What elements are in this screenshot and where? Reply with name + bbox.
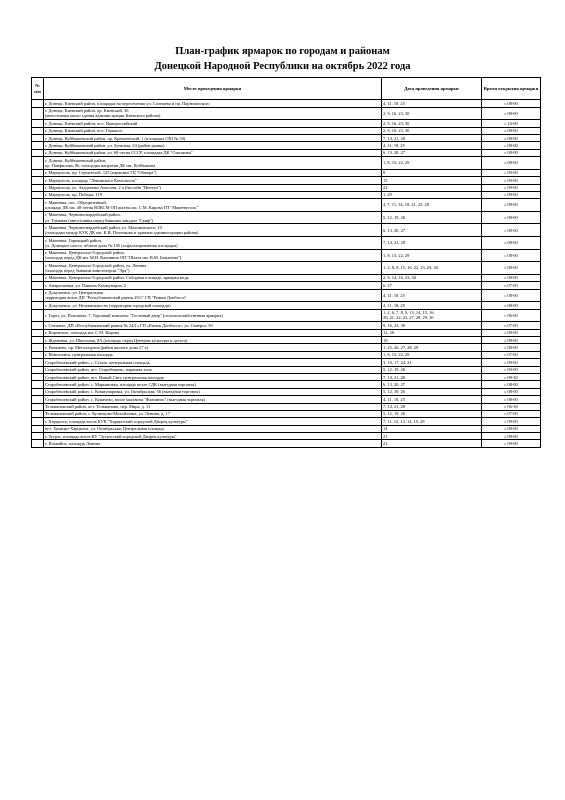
row-number xyxy=(32,274,44,281)
table-row xyxy=(32,433,541,440)
table-row xyxy=(32,388,541,395)
row-dates: 21 xyxy=(382,440,482,447)
row-dates: 4, 11, 18, 25 xyxy=(382,289,482,302)
row-time: с 08-00 xyxy=(482,224,541,237)
row-number xyxy=(32,134,44,141)
row-number xyxy=(32,120,44,127)
row-dates: 1, 8, 15, 22, 29 xyxy=(382,249,482,262)
row-dates: 2, 9, 16, 23, 30 xyxy=(382,127,482,134)
row-dates: 2, 9, 16, 23, 30 xyxy=(382,107,482,120)
fairs-schedule-table xyxy=(31,77,541,448)
row-place: г. Макеевка, Червоногвардейский район, ул. Таежная (автостоянка перед бывшим заводом "Скиф") xyxy=(44,211,382,224)
row-time: с 09-00 xyxy=(482,440,541,447)
row-dates: 8 xyxy=(382,169,482,176)
row-dates: 7, 14, 21, 28 xyxy=(382,373,482,380)
row-time: с 08-30 xyxy=(482,373,541,380)
table-row xyxy=(32,396,541,403)
table-row xyxy=(32,309,541,322)
table-row xyxy=(32,410,541,417)
table-row xyxy=(32,134,541,141)
row-number xyxy=(32,403,44,410)
row-place: г. Докучаевск, ул. Центральная территория возле ДП "Республиканский рынок 29/1" ГП "Рынки Донбасса" xyxy=(44,289,382,302)
row-place: Старобешевский район, с. Марьяновка, площадь возле СДК (выездная торговля) xyxy=(44,381,382,388)
row-place: г. Мариуполь, пр. Строителей, 125 (парковка ТЦ "Обжора") xyxy=(44,169,382,176)
header-dates: Дата проведения ярмарки xyxy=(382,78,482,100)
row-number xyxy=(32,191,44,198)
row-dates: 1, 25, 26, 27, 28, 29 xyxy=(382,344,482,351)
row-place: г. Донецк, Киевский район, пр. Киевский, 36 (автостоянка около здания администрации Киевского района) xyxy=(44,107,382,120)
row-place: г. Мариуполь, пр. Победы, 119 xyxy=(44,191,382,198)
row-dates: 4, 7, 11, 14, 18, 21, 25, 28 xyxy=(382,199,482,212)
row-number xyxy=(32,418,44,425)
row-dates: 1, 8, 15, 22, 29 xyxy=(382,351,482,358)
table-row xyxy=(32,322,541,329)
row-number xyxy=(32,184,44,191)
table-row xyxy=(32,157,541,170)
table-header-row xyxy=(32,78,541,100)
row-time: с 08-00 xyxy=(482,237,541,250)
row-dates: 4, 11, 18, 25 xyxy=(382,396,482,403)
row-dates: 7, 14, 21, 28 xyxy=(382,134,482,141)
row-time: с 08-00 xyxy=(482,425,541,432)
row-number xyxy=(32,157,44,170)
row-dates: 6, 13, 20, 27 xyxy=(382,149,482,156)
row-number xyxy=(32,127,44,134)
row-dates: 1, 2, 6, 7, 8, 9, 13 ,14, 15, 16, 20, 21, 22, 23, 27, 28, 29, 30 xyxy=(382,309,482,322)
row-number xyxy=(32,100,44,107)
row-place: Тельмановский район, с. Кузнецово-Михайловка, ул. Ленина, д. 17 xyxy=(44,410,382,417)
header-time: Время открытия ярмарки xyxy=(482,78,541,100)
table-row xyxy=(32,403,541,410)
row-number xyxy=(32,359,44,366)
row-dates: 6, 27 xyxy=(382,282,482,289)
row-place: г. Макеевка, Горняцкий район, ул. Донецкое шоссе, вблизи дома № 105 (асфальтированная площадка) xyxy=(44,237,382,250)
table-row xyxy=(32,425,541,432)
row-dates: 22 xyxy=(382,184,482,191)
row-dates: 7, 14, 21, 28 xyxy=(382,403,482,410)
row-time: с 08-00 xyxy=(482,388,541,395)
row-dates: 4, 11, 18, 25 xyxy=(382,142,482,149)
table-row xyxy=(32,262,541,275)
row-dates: 7, 11, 12, 13, 14, 15, 28 xyxy=(382,418,482,425)
row-dates: 5, 12, 19, 26 xyxy=(382,211,482,224)
table-row xyxy=(32,211,541,224)
row-dates: 5, 12, 19, 26 xyxy=(382,410,482,417)
row-time: с 08-00 xyxy=(482,433,541,440)
row-place: г. Донецк, Киевский район, пос. Новороссийский xyxy=(44,120,382,127)
table-row xyxy=(32,237,541,250)
row-time: с 08-00 xyxy=(482,142,541,149)
row-time: с 08-00 xyxy=(482,107,541,120)
table-row xyxy=(32,366,541,373)
row-place: г. Снежное, ДП «Республиканский рынок № 24/1» ГП «Рынок Донбасса», ул. Свиерса, 50 xyxy=(44,322,382,329)
row-dates: 6, 13, 20, 27 xyxy=(382,224,482,237)
row-place: Старобешевский район, с. Кумачево, возле магазина "Фламинго" (выездная торговля) xyxy=(44,396,382,403)
row-time: с 08-00 xyxy=(482,336,541,343)
row-time: с 07-00 xyxy=(482,410,541,417)
row-time: с 09-00 xyxy=(482,359,541,366)
row-time: с 08-00 xyxy=(482,249,541,262)
row-time: с 06-00 xyxy=(482,309,541,322)
row-place: г. Кировское, площадь им. С.М. Кирова xyxy=(44,329,382,336)
row-time: с 07-00 xyxy=(482,351,541,358)
row-place: г. Новоазовск, центральная площадь xyxy=(44,351,382,358)
row-number xyxy=(32,211,44,224)
row-time: с 08-00 xyxy=(482,199,541,212)
row-time: с 09-00 xyxy=(482,366,541,373)
row-place: г. Макеевка, Центрально-Городской район, (площадь перед ДК им. М.Н. Калинина ОП "Шахта им. В.М. Бажанова") xyxy=(44,249,382,262)
table-row xyxy=(32,224,541,237)
row-place: г. Макеевка, Центрально-Городской район, Соборная площадь, ярмарка меда xyxy=(44,274,382,281)
row-dates: 4, 11, 18, 25 xyxy=(382,302,482,309)
row-number xyxy=(32,199,44,212)
row-place: Старобешевский район, пгт. Старобешево, парковая зона xyxy=(44,366,382,373)
table-row xyxy=(32,336,541,343)
row-time: с 09-00 xyxy=(482,177,541,184)
row-place: г. Зугрэс, площадь возле КУ "Зугрэсский городской Дворец культуры" xyxy=(44,433,382,440)
row-place: г. Енакиево, пр. Металлургов (район жилого дома 27 а) xyxy=(44,344,382,351)
table-row xyxy=(32,100,541,107)
row-place: г. Ждановка, ул. Школьная, 8А (площадь перед Центром культуры и досуга) xyxy=(44,336,382,343)
row-place: г. Донецк, Куйбышевский район, ул. Зуевская, 24 (район рынка) xyxy=(44,142,382,149)
header-num: № п/п xyxy=(32,78,44,100)
title-line-1: План-график ярмарок по городам и районам xyxy=(175,46,390,57)
row-number xyxy=(32,237,44,250)
row-number xyxy=(32,351,44,358)
row-dates: 7, 14, 21, 28 xyxy=(382,237,482,250)
table-row xyxy=(32,177,541,184)
row-dates: 21 xyxy=(382,433,482,440)
row-dates: 5, 12, 19, 26 xyxy=(382,366,482,373)
row-time: с 08-00 xyxy=(482,149,541,156)
row-number xyxy=(32,322,44,329)
row-place: г. Мариуполь, площадь "Ленинского Комсомола" xyxy=(44,177,382,184)
header-place: Место проведения ярмарки xyxy=(44,78,382,100)
table-row xyxy=(32,381,541,388)
row-number xyxy=(32,425,44,432)
table-row xyxy=(32,249,541,262)
row-place: г. Торез, ул. Поповича, 7, Торговый комплекс "Гостиный двор" (сельскохозяйственная ярмарка) xyxy=(44,309,382,322)
row-number xyxy=(32,396,44,403)
row-time: с 09-00 xyxy=(482,418,541,425)
table-row xyxy=(32,329,541,336)
row-number xyxy=(32,366,44,373)
row-number xyxy=(32,410,44,417)
table-body xyxy=(32,100,541,448)
row-dates: 1, 2, 8, 9, 15, 16, 22, 23, 29, 30 xyxy=(382,262,482,275)
row-time: с 07-00 xyxy=(482,322,541,329)
row-dates: 12, 26 xyxy=(382,329,482,336)
row-dates: 1, 29 xyxy=(382,191,482,198)
row-place: Старобешевский район, с. Коммунаровка, ул. Октябрьская, 56 (выездная торговля) xyxy=(44,388,382,395)
table-row xyxy=(32,184,541,191)
document-title xyxy=(0,44,565,74)
row-number xyxy=(32,262,44,275)
row-dates: 9, 16, 23, 30 xyxy=(382,322,482,329)
row-place: г. Донецк, Киевский район, пос. Горького xyxy=(44,127,382,134)
row-number xyxy=(32,302,44,309)
row-number xyxy=(32,249,44,262)
row-dates: 2, 9, 16, 23, 30 xyxy=(382,120,482,127)
row-time: с 09-00 xyxy=(482,184,541,191)
table-row xyxy=(32,107,541,120)
table-row xyxy=(32,351,541,358)
row-time: с 08-00 xyxy=(482,396,541,403)
table-row xyxy=(32,344,541,351)
table-row xyxy=(32,142,541,149)
row-number xyxy=(32,142,44,149)
row-number xyxy=(32,344,44,351)
row-place: Старобешевский район, с. Стыла, центральная площадь xyxy=(44,359,382,366)
row-number xyxy=(32,282,44,289)
table-row xyxy=(32,359,541,366)
row-number xyxy=(32,169,44,176)
row-time: с 08-00 xyxy=(482,134,541,141)
table-row xyxy=(32,274,541,281)
row-place: Старобешевский район, пгт. Новый Свет, центральная площадь xyxy=(44,373,382,380)
row-time: с 08-00 xyxy=(482,329,541,336)
row-time: с 08-00 xyxy=(482,274,541,281)
row-place: г. Докучаевск, ул. Независимости (территория городской площади) xyxy=(44,302,382,309)
row-dates: 5, 12, 19, 26 xyxy=(382,388,482,395)
row-place: Тельмановский район, пгт. Тельманово, пер. Мира, д. 11 xyxy=(44,403,382,410)
row-time: с 08-00 xyxy=(482,302,541,309)
row-number xyxy=(32,224,44,237)
row-number xyxy=(32,336,44,343)
row-time: с 10-00 xyxy=(482,120,541,127)
row-place: г. Донецк, Куйбышевский район, пр. Кремлевский, 1 (площадка ОШ № 50) xyxy=(44,134,382,141)
row-time: с 06-30 xyxy=(482,403,541,410)
row-place: г. Донецк, Куйбышевский район, ул. 60-летия СССР, площадка ДК "Смолянка" xyxy=(44,149,382,156)
row-place: г. Харцызск, площадь возле КУК "Харцызский городской Дворец культуры" xyxy=(44,418,382,425)
row-place: пгт. Троицко-Харцызск, ул. Октябрьская, Центральная площадь xyxy=(44,425,382,432)
row-number xyxy=(32,388,44,395)
row-number xyxy=(32,309,44,322)
row-place: г. Мариуполь, ул. Академика Амосова, 2 а (бассейн "Нептун") xyxy=(44,184,382,191)
table-row xyxy=(32,302,541,309)
row-time: с 08-00 xyxy=(482,381,541,388)
row-place: г. Амвросиевка, ул. Павших Коммунаров, 2 xyxy=(44,282,382,289)
row-dates: 2, 9, 14, 16, 23, 30 xyxy=(382,274,482,281)
table-row xyxy=(32,127,541,134)
row-number xyxy=(32,149,44,156)
row-time: с 07-00 xyxy=(482,282,541,289)
row-time: с 08-00 xyxy=(482,289,541,302)
title-line-2: Донецкой Народной Республики на октябрь 2022 года xyxy=(154,61,411,72)
row-time: с 09-00 xyxy=(482,191,541,198)
row-time: с 08-00 xyxy=(482,344,541,351)
row-number xyxy=(32,373,44,380)
row-number xyxy=(32,329,44,336)
row-time: с 09-00 xyxy=(482,169,541,176)
table-row xyxy=(32,191,541,198)
row-number xyxy=(32,433,44,440)
row-place: г. Макеевка, пос. Объединенный, площадь ДК им. 40-летия ВЛКСМ ОП шахты им. С.М. Кирова ГП "Макеевуголь" xyxy=(44,199,382,212)
row-number xyxy=(32,177,44,184)
row-place: г. Иловайск, площадь Ленина xyxy=(44,440,382,447)
row-dates: 19 xyxy=(382,336,482,343)
row-time: с 08-00 xyxy=(482,127,541,134)
table-row xyxy=(32,120,541,127)
table-row xyxy=(32,418,541,425)
row-dates: 14 xyxy=(382,425,482,432)
row-dates: 6, 13, 20, 27 xyxy=(382,381,482,388)
table-row xyxy=(32,289,541,302)
row-dates: 3, 10, 17, 24, 31 xyxy=(382,359,482,366)
row-number xyxy=(32,440,44,447)
row-number xyxy=(32,381,44,388)
row-place: г. Макеевка, Червоногвардейский район, ул. Малиновского, 10 (площадка между КУК ДК им. К.И. Поченкова и зданием администрации района) xyxy=(44,224,382,237)
row-time: с 08-00 xyxy=(482,100,541,107)
table-row xyxy=(32,440,541,447)
table-row xyxy=(32,149,541,156)
row-dates: 15 xyxy=(382,177,482,184)
row-place: г. Донецк, Киевский район, площадка на пересечении ул. Солнцева и пр. Партизанского xyxy=(44,100,382,107)
table-row xyxy=(32,199,541,212)
table-row xyxy=(32,169,541,176)
row-time: с 08-00 xyxy=(482,262,541,275)
row-number xyxy=(32,289,44,302)
row-place: г. Макеевка, Центрально-Городской район, ул. Ленина (площадь перед бывшим кинотеатром "Эра") xyxy=(44,262,382,275)
table-row xyxy=(32,373,541,380)
row-dates: 4, 11, 18, 25 xyxy=(382,100,482,107)
row-dates: 1, 8, 15, 22, 29 xyxy=(382,157,482,170)
row-time: с 08-00 xyxy=(482,157,541,170)
row-place: г. Донецк, Куйбышевский район, пр. Панфилова, 86, площадка напротив ДК им. Куйбышева xyxy=(44,157,382,170)
row-time: с 08-00 xyxy=(482,211,541,224)
row-number xyxy=(32,107,44,120)
table-row xyxy=(32,282,541,289)
